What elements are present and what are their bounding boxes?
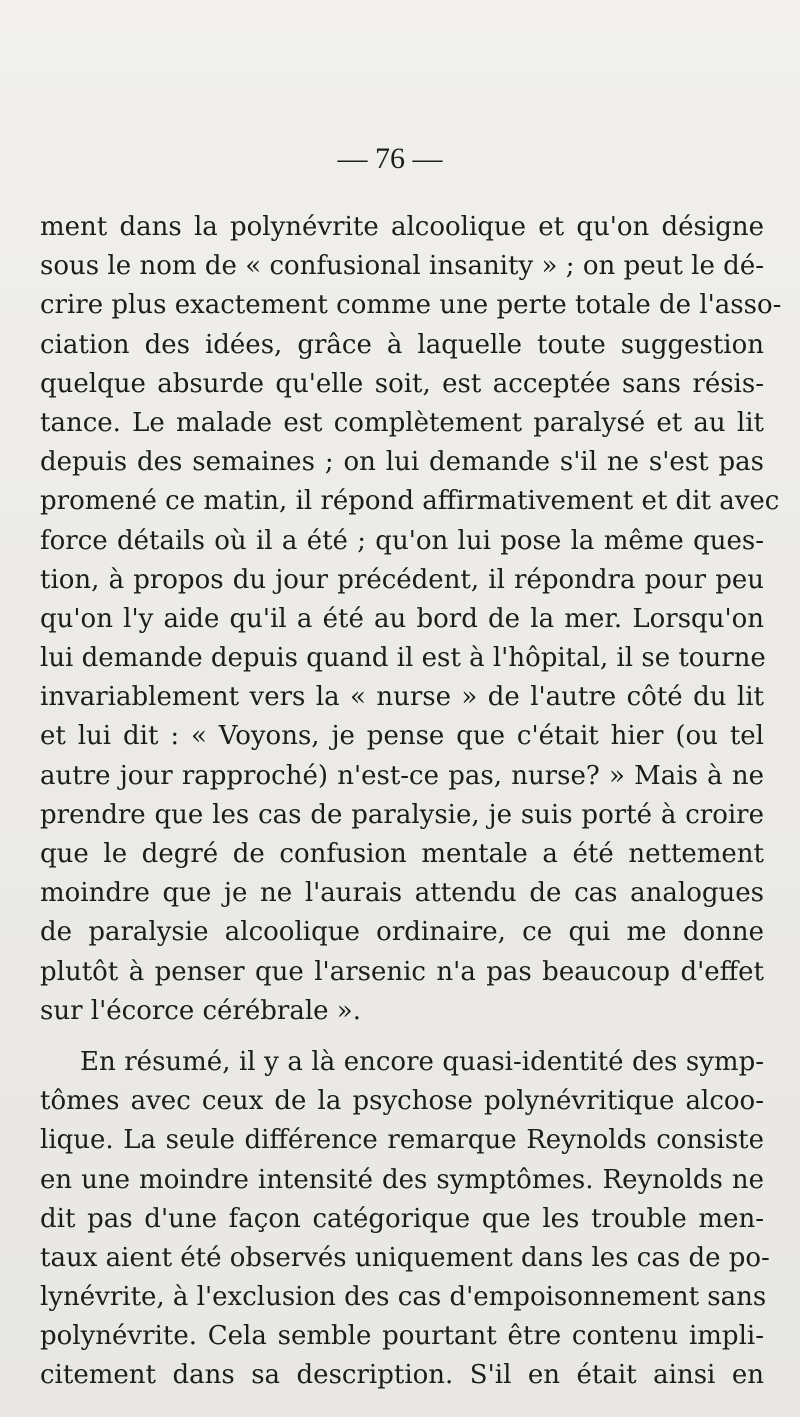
text-line: promené ce matin, il répond affirmativement et dit avec [40,486,780,517]
text-line: plutôt à penser que l'arsenic n'a pas beaucoup d'effet [40,956,764,987]
text-line: moindre que je ne l'aurais attendu de cas analogues [40,878,764,909]
text-line: sous le nom de « confusional insanity » ; on peut le dé- [40,251,764,282]
text-line: tance. Le malade est complètement paralysé et au lit [40,407,764,438]
text-line: et lui dit : « Voyons, je pense que c'était hier (ou tel [40,721,764,752]
text-line: lynévrite, à l'exclusion des cas d'empoisonnement sans [40,1282,767,1313]
text-line: lui demande depuis quand il est à l'hôpital, il se tourne [40,643,766,674]
text-line: prendre que les cas de paralysie, je suis porté à croire [40,799,764,830]
text-line: autre jour rapproché) n'est-ce pas, nurse? » Mais à ne [40,760,764,791]
paragraph-1 [40,208,782,1031]
text-line: crire plus exactement comme une perte totale de l'asso- [40,290,782,321]
text-line: taux aient été observés uniquement dans les cas de po- [40,1242,770,1273]
text-line: En résumé, il y a là encore quasi-identité des symp- [80,1046,764,1077]
paragraph-spacer [40,1031,764,1043]
text-line: ciation des idées, grâce à laquelle toute suggestion [40,329,764,360]
text-line: tion, à propos du jour précédent, il répondra pour peu [40,564,764,595]
text-line: sur l'écorce cérébrale ». [40,995,361,1026]
text-line: qu'on l'y aide qu'il a été au bord de la mer. Lorsqu'on [40,603,764,634]
text-line: tômes avec ceux de la psychose polynévritique alcoo- [40,1086,764,1117]
text-line: ment dans la polynévrite alcoolique et qu'on désigne [40,212,764,242]
text-line: polynévrite. Cela semble pourtant être contenu impli- [40,1321,764,1352]
text-line: dit pas d'une façon catégorique que les trouble men- [40,1203,764,1234]
text-line: depuis des semaines ; on lui demande s'il ne s'est pas [40,447,764,478]
paragraph-2 [40,1043,770,1396]
page-number: — 76 — [337,142,443,175]
page-body [40,208,782,1396]
text-line: que le degré de confusion mentale a été nettement [40,839,764,869]
text-line: de paralysie alcoolique ordinaire, ce qui me donne [40,917,764,948]
text-line: invariablement vers la « nurse » de l'autre côté du lit [40,682,764,713]
text-line: lique. La seule différence remarque Reynolds consiste [40,1125,764,1156]
text-line: en une moindre intensité des symptômes. Reynolds ne [40,1164,764,1195]
text-line: force détails où il a été ; qu'on lui pose la même ques- [40,525,764,556]
text-line: quelque absurde qu'elle soit, est acceptée sans résis- [40,368,764,399]
text-line: citement dans sa description. S'il en était ainsi en [40,1360,764,1391]
